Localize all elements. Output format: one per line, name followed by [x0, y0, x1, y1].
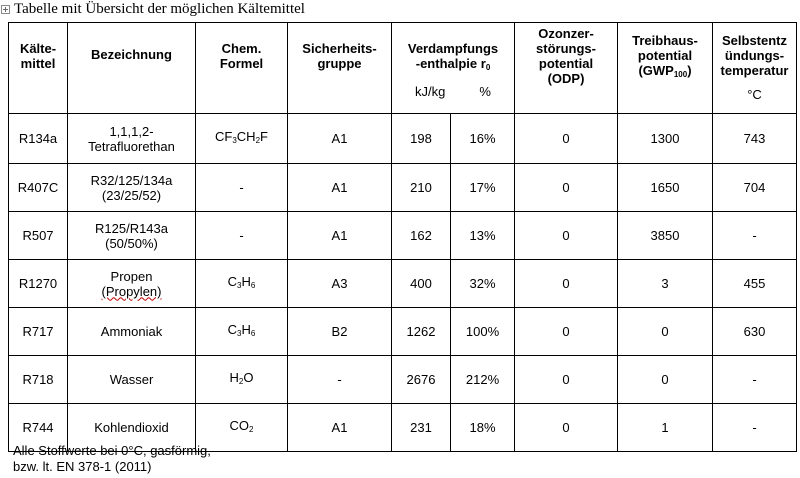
- cell-gwp: 0: [618, 356, 713, 404]
- header-odp-line1: Ozonzer-: [538, 26, 594, 41]
- cell-percent: 17%: [451, 164, 515, 212]
- header-odp-line2: störungs-: [536, 41, 596, 56]
- cell-gwp: 0: [618, 308, 713, 356]
- cell-temp: 630: [713, 308, 797, 356]
- header-formel-line2: Formel: [219, 56, 264, 71]
- cell-gruppe: A1: [288, 212, 392, 260]
- cell-bezeichnung: [68, 114, 196, 164]
- header-bezeichnung-text: Bezeichnung: [91, 47, 172, 62]
- header-zuendung-line1: Selbstentz: [722, 33, 788, 48]
- cell-name: R407C: [9, 164, 68, 212]
- cell-gruppe: A1: [288, 164, 392, 212]
- table-row: [9, 212, 797, 260]
- cell-gruppe: -: [288, 356, 392, 404]
- table-row: [9, 308, 797, 356]
- refrigerant-table: [8, 22, 797, 452]
- footnote-line2: bzw. lt. EN 378-1 (2011): [13, 459, 152, 474]
- header-verdampfung: [392, 23, 515, 114]
- table-row: [9, 114, 797, 164]
- cell-bezeichnung-line1: Propen: [110, 268, 153, 284]
- cell-formel: -: [196, 212, 288, 260]
- header-gruppe-line1: Sicherheits-: [302, 41, 377, 56]
- header-gwp-line1: Treibhaus-: [632, 33, 698, 48]
- header-verdampfung-line1: Verdampfungs: [407, 41, 499, 56]
- cell-kjkg: 231: [392, 404, 451, 452]
- cell-bezeichnung-line2: (50/50%): [105, 235, 158, 251]
- cell-odp: 0: [515, 212, 618, 260]
- header-zuendung-line2: ündungs-: [724, 48, 785, 63]
- cell-bezeichnung: [68, 212, 196, 260]
- cell-gruppe: A1: [288, 114, 392, 164]
- cell-name: R718: [9, 356, 68, 404]
- cell-temp: -: [713, 404, 797, 452]
- cell-bezeichnung: Ammoniak: [68, 308, 196, 356]
- footnote: [13, 443, 211, 475]
- cell-percent: 212%: [451, 356, 515, 404]
- header-gwp-line3: (GWP: [638, 63, 674, 78]
- header-verdampfung-subscript: 0: [485, 63, 491, 72]
- header-odp-line3: potential: [538, 56, 594, 71]
- header-formel-line1: Chem.: [221, 41, 262, 56]
- cell-bezeichnung-line1: 1,1,1,2-: [109, 123, 154, 139]
- header-bezeichnung: [68, 23, 196, 114]
- cell-odp: 0: [515, 356, 618, 404]
- cell-kjkg: 1262: [392, 308, 451, 356]
- cell-percent: 18%: [451, 404, 515, 452]
- cell-odp: 0: [515, 260, 618, 308]
- header-zuendung-line3: temperatur: [720, 63, 789, 78]
- header-kaeltemittel-line1: Kälte-: [19, 41, 57, 56]
- cell-temp: 704: [713, 164, 797, 212]
- header-gwp-close: ): [687, 63, 692, 78]
- cell-formel: -: [196, 164, 288, 212]
- unit-kjkg: kJ/kg: [415, 84, 446, 99]
- cell-kjkg: 400: [392, 260, 451, 308]
- cell-bezeichnung-line2: (23/25/52): [101, 187, 162, 203]
- table-caption: Tabelle mit Übersicht der möglichen Kältemittel: [14, 1, 305, 17]
- header-verdampfung-line2: -enthalpie r: [415, 56, 486, 71]
- header-gwp: [618, 23, 713, 114]
- cell-temp: -: [713, 356, 797, 404]
- cell-percent: 32%: [451, 260, 515, 308]
- cell-formel: $CF_3CH_2F$: [196, 114, 288, 164]
- cell-gruppe: A1: [288, 404, 392, 452]
- header-kaeltemittel-line2: mittel: [20, 56, 56, 71]
- cell-name: R744: [9, 404, 68, 452]
- cell-gwp: 1: [618, 404, 713, 452]
- cell-percent: 13%: [451, 212, 515, 260]
- header-gruppe: [288, 23, 392, 114]
- cell-formel: $H_2O$: [196, 356, 288, 404]
- cell-name: R1270: [9, 260, 68, 308]
- cell-gruppe: A3: [288, 260, 392, 308]
- cell-bezeichnung-line1: R32/125/134a: [90, 172, 173, 188]
- header-gwp-subscript: 100: [673, 70, 688, 79]
- cell-percent: 100%: [451, 308, 515, 356]
- cell-bezeichnung: Kohlendioxid: [68, 404, 196, 452]
- cell-gwp: 1300: [618, 114, 713, 164]
- table-row: [9, 164, 797, 212]
- unit-percent: %: [479, 84, 491, 99]
- cell-percent: 16%: [451, 114, 515, 164]
- cell-bezeichnung: Wasser: [68, 356, 196, 404]
- cell-temp: -: [713, 212, 797, 260]
- header-gruppe-line2: gruppe: [317, 56, 362, 71]
- footnote-line1: Alle Stoffwerte bei 0°C, gasförmig,: [13, 443, 211, 458]
- cell-gruppe: B2: [288, 308, 392, 356]
- cell-gwp: 1650: [618, 164, 713, 212]
- table-row: [9, 260, 797, 308]
- header-gwp-line2: potential: [637, 48, 693, 63]
- expand-icon[interactable]: [1, 5, 10, 14]
- header-zuendung: [713, 23, 797, 114]
- cell-name: R717: [9, 308, 68, 356]
- header-formel: [196, 23, 288, 114]
- cell-formel: $C_3H_6$: [196, 308, 288, 356]
- caption-bar: [0, 0, 305, 18]
- cell-kjkg: 210: [392, 164, 451, 212]
- cell-bezeichnung-line1: R125/R143a: [95, 220, 168, 236]
- cell-gwp: 3850: [618, 212, 713, 260]
- cell-bezeichnung-line2: Tetrafluorethan: [88, 138, 175, 154]
- cell-formel: $CO_2$: [196, 404, 288, 452]
- cell-kjkg: 162: [392, 212, 451, 260]
- cell-name: R507: [9, 212, 68, 260]
- cell-bezeichnung: [68, 164, 196, 212]
- cell-kjkg: 198: [392, 114, 451, 164]
- cell-odp: 0: [515, 308, 618, 356]
- cell-bezeichnung: [68, 260, 196, 308]
- cell-name: R134a: [9, 114, 68, 164]
- cell-kjkg: 2676: [392, 356, 451, 404]
- unit-celsius: °C: [747, 87, 762, 102]
- cell-formel: $C_3H_6$: [196, 260, 288, 308]
- cell-odp: 0: [515, 114, 618, 164]
- spellcheck-underlined-text[interactable]: (Propylen): [101, 283, 162, 299]
- cell-odp: 0: [515, 164, 618, 212]
- cell-odp: 0: [515, 404, 618, 452]
- cell-temp: 743: [713, 114, 797, 164]
- table-row: [9, 356, 797, 404]
- cell-gwp: 3: [618, 260, 713, 308]
- header-odp: [515, 23, 618, 114]
- header-kaeltemittel: [9, 23, 68, 114]
- header-odp-line4: (ODP): [547, 71, 585, 86]
- cell-temp: 455: [713, 260, 797, 308]
